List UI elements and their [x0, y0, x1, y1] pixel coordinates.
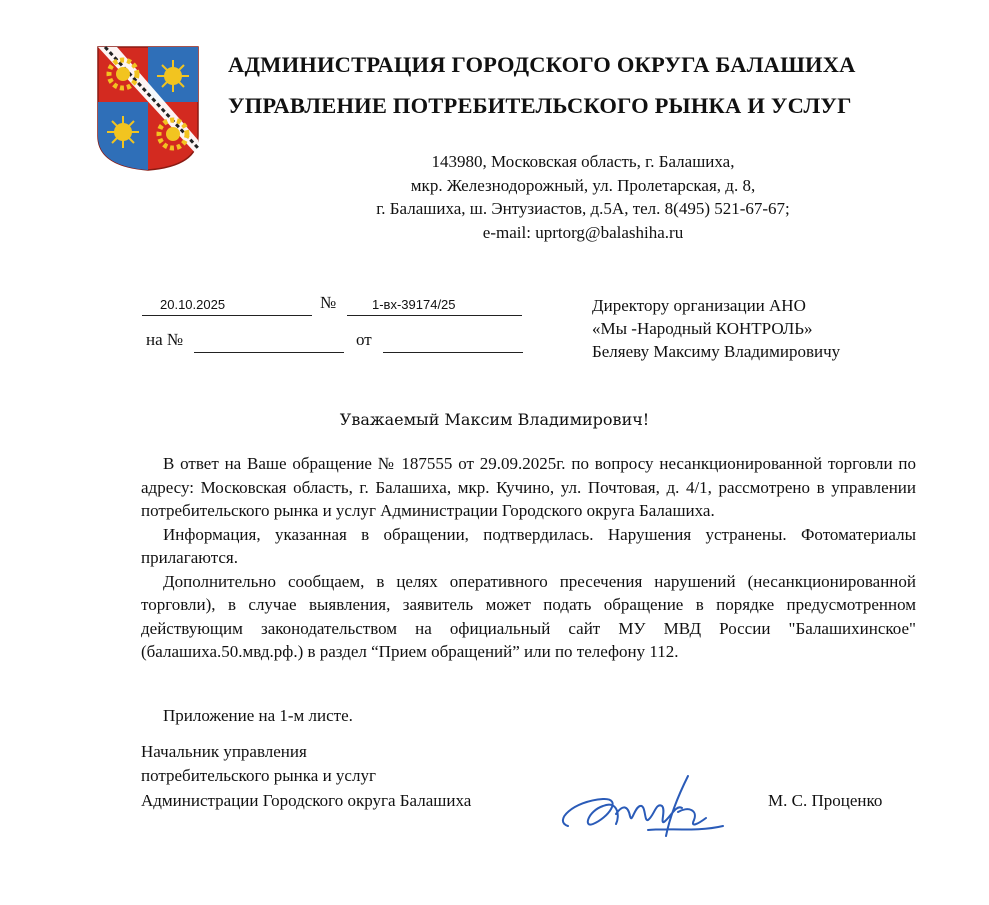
number-label: №: [320, 293, 337, 312]
email-line: e-mail: uprtorg@balashiha.ru: [482, 223, 684, 242]
signatory-position: Начальник управления: [141, 742, 307, 761]
attachment-note: Приложение на 1-м листе.: [163, 706, 353, 725]
department-title: УПРАВЛЕНИЕ ПОТРЕБИТЕЛЬСКОГО РЫНКА И УСЛУГ: [228, 93, 852, 118]
handwritten-signature: [548, 766, 748, 846]
outgoing-number-field: [347, 293, 522, 316]
recipient-line: «Мы -Народный КОНТРОЛЬ»: [592, 319, 813, 338]
body-paragraph: Дополнительно сообщаем, в целях оперативного пресечения нарушений (несанкционированной торговли), в случае выявления, заявитель может подать обращение в порядке предусмотренном действующим законодательством на официальный сайт МУ МВД России "Балашихинское"(балашиха.50.мвд.рф.) в раздел “Прием обращений” или по телефону 112.: [141, 571, 916, 661]
body-paragraph: Информация, указанная в обращении, подтвердилась. Нарушения устранены. Фотоматериалы прилагаются.: [141, 524, 916, 567]
reference-date-field: [383, 330, 523, 353]
outgoing-date-value: 20.10.2025: [160, 297, 226, 312]
reference-date-label: от: [356, 330, 372, 349]
recipient-line: Беляеву Максиму Владимировичу: [592, 342, 841, 361]
reference-number-label: на №: [146, 330, 184, 349]
organization-title: АДМИНИСТРАЦИЯ ГОРОДСКОГО ОКРУГА БАЛАШИХА: [228, 52, 856, 77]
greeting: Уважаемый Максим Владимирович!: [339, 410, 650, 429]
address-line: г. Балашиха, ш. Энтузиастов, д.5А, тел. 8(495) 521-67-67;: [376, 199, 790, 218]
signatory-name: М. С. Проценко: [768, 791, 883, 810]
signatory-position: потребительского рынка и услуг: [141, 766, 376, 785]
recipient-line: Директору организации АНО: [592, 296, 806, 315]
reference-number-field: [194, 330, 344, 353]
letter-body: [141, 452, 916, 664]
outgoing-number-value: 1-вх-39174/25: [372, 297, 456, 312]
address-line: 143980, Московская область, г. Балашиха,: [431, 152, 735, 171]
signatory-position: Администрации Городского округа Балашиха: [141, 791, 472, 810]
address-line: мкр. Железнодорожный, ул. Пролетарская, д. 8,: [410, 176, 756, 195]
outgoing-date-field: [142, 293, 312, 316]
body-paragraph: В ответ на Ваше обращение № 187555 от 29.09.2025г. по вопросу несанкционированной торговли по адресу: Московская область, г. Балашиха, мкр. Кучино, ул. Почтовая, д. 4/1, рассмотрено в управлении потребительского рынка и услуг Администрации Городского округа Балашиха.: [141, 454, 916, 520]
